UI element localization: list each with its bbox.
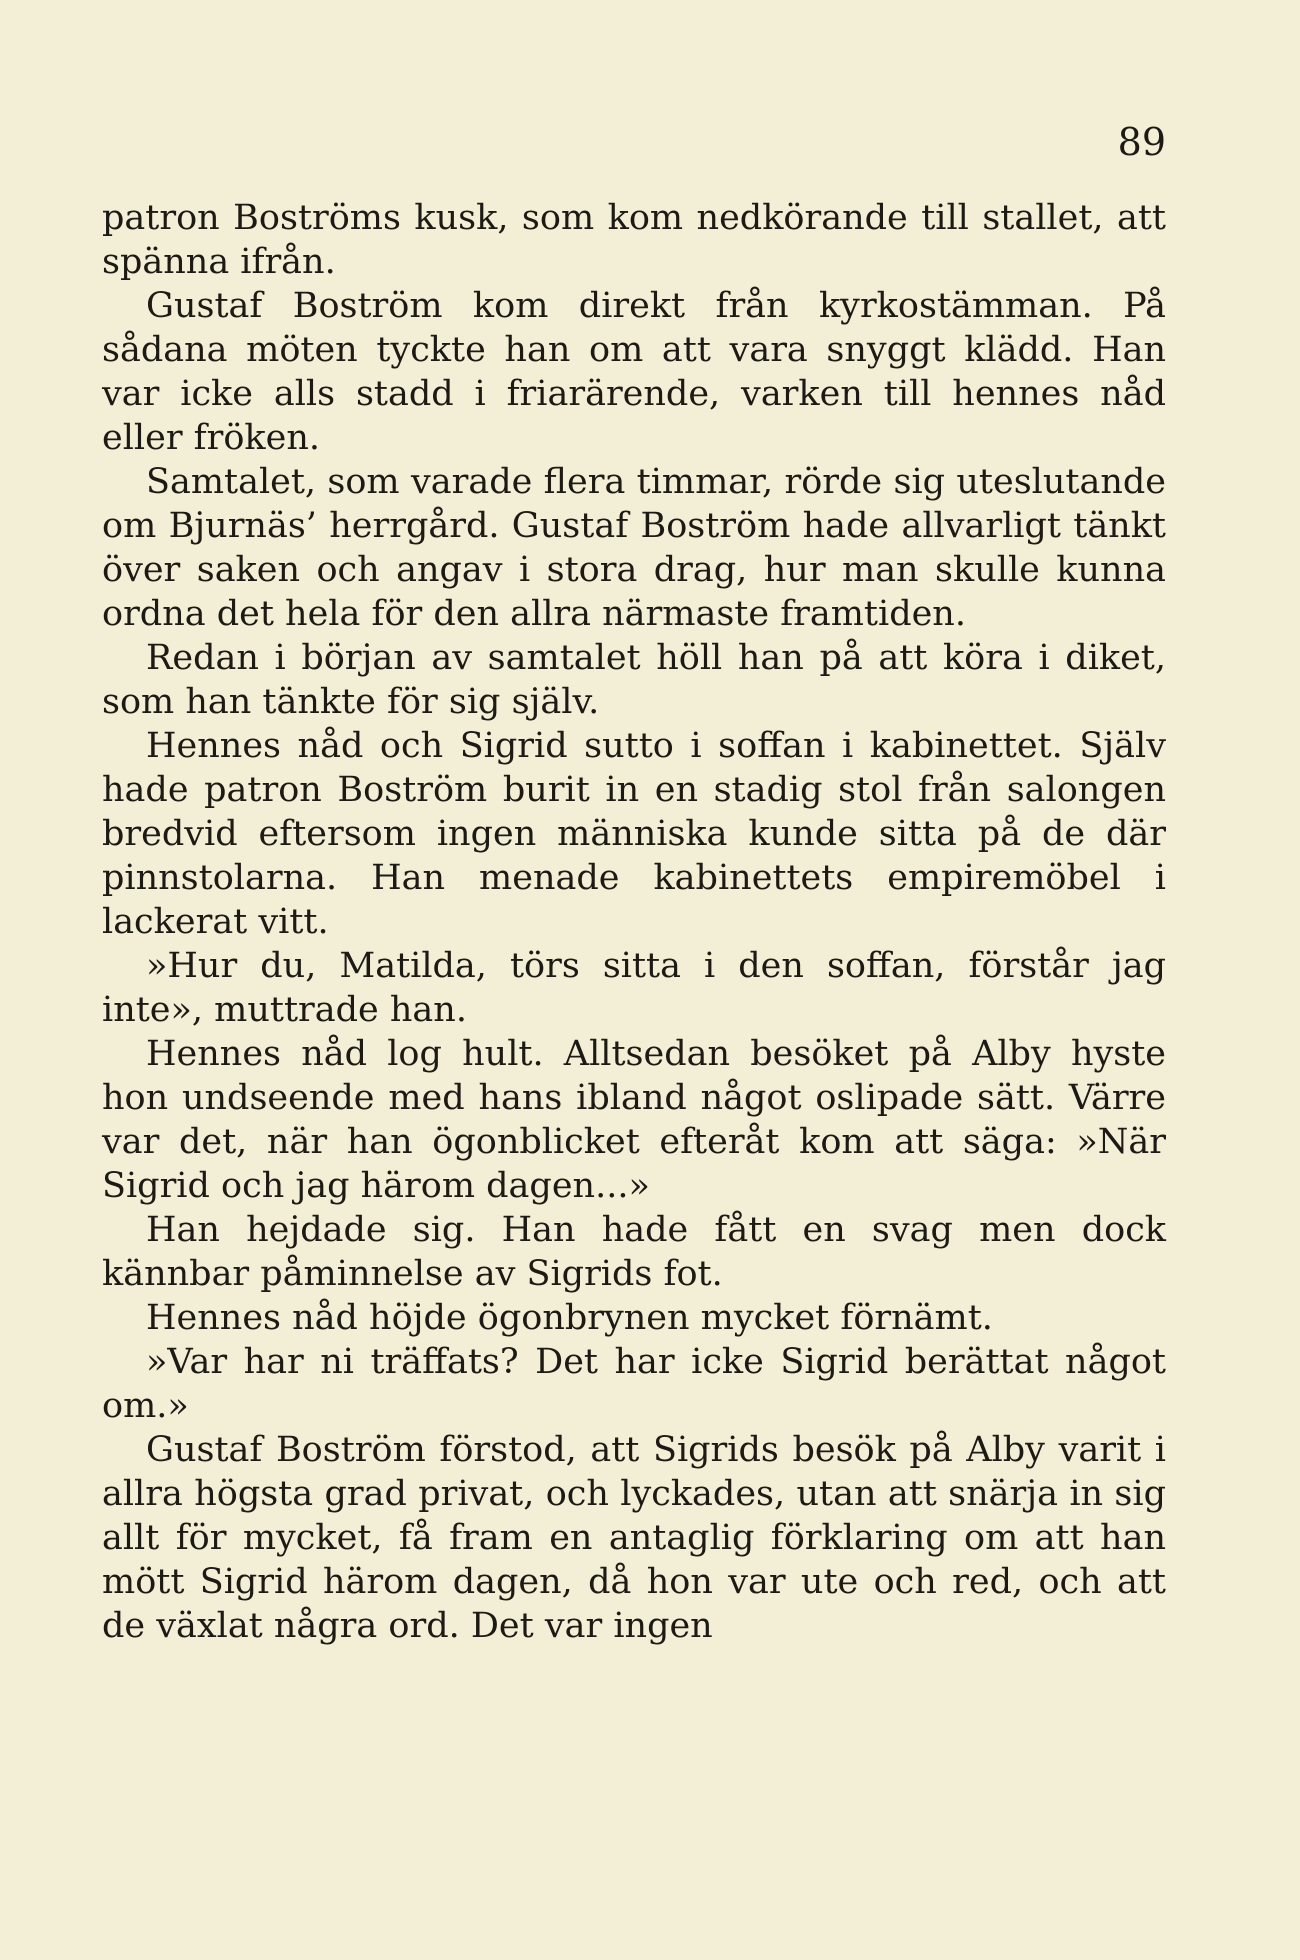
paragraph-4: Redan i början av samtalet höll han på att köra i diket, som han tänkte för sig själv. — [102, 638, 1166, 722]
body-text — [102, 196, 1166, 1648]
paragraph-6: »Hur du, Matilda, törs sitta i den soffan, förstår jag inte», muttrade han. — [102, 946, 1166, 1030]
page-number: 89 — [1117, 120, 1166, 164]
paragraph-8: Han hejdade sig. Han hade fått en svag men dock kännbar påminnelse av Sigrids fot. — [102, 1210, 1166, 1294]
paragraph-10: »Var har ni träffats? Det har icke Sigrid berättat något om.» — [102, 1342, 1166, 1426]
paragraph-2: Gustaf Boström kom direkt från kyrkostämman. På sådana möten tyckte han om att vara snyggt klädd. Han var icke alls stadd i friarärende, varken till hennes nåd eller fröken. — [102, 286, 1166, 458]
paragraph-7: Hennes nåd log hult. Alltsedan besöket på Alby hyste hon undseende med hans ibland något oslipade sätt. Värre var det, när han ögonblicket efteråt kom att säga: »När Sigrid och jag härom dagen...» — [102, 1034, 1166, 1206]
paragraph-11: Gustaf Boström förstod, att Sigrids besök på Alby varit i allra högsta grad privat, och lyckades, utan att snärja in sig allt för mycket, få fram en antaglig förklaring om att han mött Sigrid härom dagen, då hon var ute och red, och att de växlat några ord. Det var ingen — [102, 1430, 1166, 1646]
paragraph-3: Samtalet, som varade flera timmar, rörde sig uteslutande om Bjurnäs’ herrgård. Gustaf Boström hade allvarligt tänkt över saken och angav i stora drag, hur man skulle kunna ordna det hela för den allra närmaste framtiden. — [102, 462, 1166, 634]
paragraph-1: patron Boströms kusk, som kom nedkörande till stallet, att spänna ifrån. — [102, 198, 1166, 282]
paragraph-9: Hennes nåd höjde ögonbrynen mycket förnämt. — [146, 1298, 993, 1338]
paragraph-5: Hennes nåd och Sigrid sutto i soffan i kabinettet. Själv hade patron Boström burit in en stadig stol från salongen bredvid eftersom ingen människa kunde sitta på de där pinnstolarna. Han menade kabinettets empiremöbel i lackerat vitt. — [102, 726, 1166, 942]
